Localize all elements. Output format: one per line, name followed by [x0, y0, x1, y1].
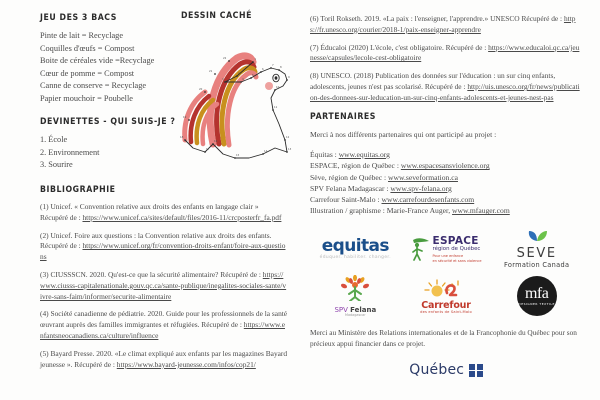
- list-item: [310, 172, 582, 183]
- reference-text: (4) Société canadienne de pédiatrie. 2020. Guide pour les professionnels de la santé œuvrant auprès des familles immigrantes et réfugiées. Récupéré de :: [40, 309, 288, 330]
- espace-figure-icon: [410, 236, 430, 262]
- svg-text:5: 5: [252, 74, 254, 77]
- quebec-wordmark: Québec: [409, 362, 465, 379]
- reference-text: (3) CIUSSSCN. 2020. Qu'est-ce que la sécurité alimentaire? Récupéré de :: [40, 270, 263, 280]
- list-item: [310, 160, 582, 171]
- section-heading-bibliography: BIBLIOGRAPHIE: [40, 184, 116, 195]
- svg-text:3: 3: [222, 78, 224, 81]
- quebec-flag-icon: [469, 364, 483, 378]
- svg-text:10: 10: [276, 86, 280, 89]
- reference-link[interactable]: https://www.unicef.org/fr/convention-droits-enfant/foire-aux-questions: [40, 241, 286, 262]
- felana-name: Felana: [350, 305, 377, 314]
- partner-name: Sève, région de Québec :: [310, 172, 389, 182]
- list-item: Papier mouchoir = Poubelle: [40, 93, 133, 103]
- logo-equitas[interactable]: [310, 227, 400, 271]
- svg-text:7: 7: [272, 64, 274, 67]
- list-item: 2. Environnement: [40, 147, 100, 157]
- logo-carrefour[interactable]: [401, 274, 491, 318]
- svg-text:18: 18: [180, 136, 184, 139]
- bibliography-entry: [40, 270, 288, 302]
- partner-name: Carrefour Saint-Malo :: [310, 194, 382, 204]
- espace-tagline-line2: en sécurité et sans violence: [432, 258, 482, 263]
- logo-mfa[interactable]: [492, 274, 582, 318]
- svg-text:13: 13: [288, 148, 292, 151]
- reference-text: (6) Toril Rokseth. 2019. «La paix : l'enseigner, l'apprendre.» UNESCO Récupéré de :: [310, 14, 564, 23]
- reference-link[interactable]: https://www.unicef.ca/sites/default/files/2016-11/crcposterfr_fa.pdf: [82, 212, 282, 222]
- espace-subtitle: région de Québec: [432, 245, 481, 252]
- bibliography-entry: [310, 43, 582, 65]
- equitas-wordmark: equitas: [321, 236, 389, 257]
- reference-link[interactable]: https://www.ciusss-capitalenationale.gouv.qc.ca/sante-publique/inegalites-sociales-sante/vivre-sans-faim/informer/securite-alimentaire: [40, 270, 287, 301]
- bibliography-entry: [40, 309, 288, 341]
- partner-link[interactable]: www.seveformation.ca: [388, 172, 458, 182]
- partner-link[interactable]: www.equitas.org: [338, 150, 390, 160]
- spv-felana-subtitle: Madagascar: [345, 313, 366, 318]
- dove-upper-wing: [210, 56, 256, 145]
- list-item: Boite de céréales vide =Recyclage: [40, 56, 155, 66]
- section-heading-hidden-drawing: DESSIN CACHÉ: [181, 11, 252, 21]
- dove-connect-the-dots-illustration: [175, 28, 303, 162]
- list-item: Coquilles d'œufs = Compost: [40, 43, 135, 53]
- list-item: Pinte de lait = Recyclage: [40, 31, 124, 41]
- mfa-wordmark: mfa: [524, 285, 549, 303]
- equitas-tagline: éduquer. habiliter. changer.: [319, 255, 392, 261]
- list-item: [310, 149, 582, 160]
- svg-text:1: 1: [254, 58, 257, 61]
- partner-name: ESPACE, région de Québec :: [310, 161, 401, 171]
- espace-wordmark: ESPACE: [432, 234, 479, 247]
- svg-text:8: 8: [280, 66, 282, 69]
- logo-spv-felana[interactable]: [310, 274, 400, 318]
- partner-link[interactable]: www.spv-felana.org: [390, 183, 452, 193]
- svg-text:2: 2: [238, 72, 240, 75]
- partner-link[interactable]: www.mfauger.com: [452, 206, 510, 216]
- svg-text:19: 19: [183, 116, 187, 119]
- carrefour-subtitle: des enfants de Saint-Malo: [420, 309, 472, 314]
- svg-text:6: 6: [262, 68, 264, 71]
- reference-text: (7) Éducaloi (2020) L'école, c'est obligatoire. Récupéré de :: [310, 42, 489, 52]
- spv-felana-flower-icon: [340, 275, 370, 301]
- list-item: [310, 183, 582, 194]
- svg-text:15: 15: [236, 154, 240, 157]
- svg-text:12: 12: [286, 136, 290, 139]
- list-item: [310, 194, 582, 205]
- spv-prefix: SPV: [334, 305, 351, 314]
- logo-espace[interactable]: [401, 227, 491, 271]
- quebec-government-logo: [310, 362, 582, 378]
- seve-subtitle: Formation Canada: [504, 261, 570, 270]
- reference-link[interactable]: https://fr.unesco.org/courier/2018-1/paix-enseigner-apprendre: [310, 14, 576, 34]
- svg-text:4: 4: [242, 78, 244, 81]
- seve-leaf-icon: [526, 229, 548, 242]
- svg-text:14: 14: [264, 150, 268, 153]
- carrefour-sun-icon: [423, 279, 469, 301]
- partner-link[interactable]: www.carrefourdesenfants.com: [381, 194, 475, 204]
- svg-text:21: 21: [209, 70, 213, 73]
- svg-text:22: 22: [223, 57, 227, 60]
- partner-name: SPV Felana Madagascar :: [310, 183, 391, 193]
- reference-link[interactable]: https://www.enfantsneocanadiens.ca/culture/influence: [40, 320, 285, 341]
- list-item: [310, 205, 582, 216]
- dove-body-outline: [185, 62, 287, 158]
- svg-text:20: 20: [199, 88, 203, 91]
- partners-intro-text: Merci à nos différents partenaires qui ont participé au projet :: [310, 130, 497, 140]
- svg-text:9: 9: [288, 76, 290, 79]
- svg-text:11: 11: [274, 106, 278, 109]
- bibliography-entry: [40, 349, 288, 371]
- list-item: Cœur de pomme = Compost: [40, 68, 135, 78]
- section-heading-riddles: DEVINETTES - QUI SUIS-JE ?: [40, 116, 176, 127]
- partner-name: Illustration / graphisme : Marie-France Auger,: [310, 206, 453, 216]
- svg-text:17: 17: [206, 148, 210, 151]
- bibliography-entry: [40, 231, 288, 263]
- carrefour-wordmark: Carrefour: [421, 299, 471, 311]
- mfa-subtitle: DESIGNER TEXTILE: [518, 302, 555, 307]
- list-item: 3. Sourire: [40, 160, 73, 170]
- reference-text: (2) Unicef. Foire aux questions : la Convention relative aux droits des enfants. Récupéré de :: [40, 230, 272, 251]
- partner-link-list: [310, 149, 582, 216]
- section-heading-game: JEU DES 3 BACS: [40, 13, 117, 23]
- partner-logo-grid: [310, 226, 582, 320]
- bibliography-entry: [310, 14, 582, 36]
- funding-acknowledgement: Merci au Ministère des Relations internationales et de la Francophonie du Québec pour son précieux appui financier dans ce projet.: [310, 328, 577, 349]
- espace-tagline-line1: Pour une enfance: [432, 254, 464, 259]
- bibliography-entry: [310, 71, 582, 103]
- reference-link[interactable]: https://www.bayard-jeunesse.com/infos/cop21/: [116, 359, 256, 369]
- svg-text:16: 16: [214, 140, 218, 143]
- bibliography-entry: [40, 202, 288, 224]
- list-item: Canne de conserve = Recyclage: [40, 81, 147, 91]
- reference-text: (1) Unicef. « Convention relative aux droits des enfants en langage clair » Récupéré de :: [40, 201, 259, 222]
- logo-seve[interactable]: [492, 227, 582, 271]
- section-heading-partners: PARTENAIRES: [310, 111, 376, 122]
- right-column: [300, 0, 600, 400]
- hidden-drawing-block: [175, 12, 303, 162]
- reference-link[interactable]: https://www.educaloi.qc.ca/jeunesse/capsules/lecole-cest-obligatoire: [310, 42, 580, 63]
- list-item: 1. École: [40, 135, 68, 145]
- reference-link[interactable]: http://uis.unesco.org/fr/news/publication-des-donnees-sur-leducation-un-sur-cinq-enfants-adolescents-et-jeunes-nest-pas: [310, 82, 580, 102]
- reference-text: (5) Bayard Presse. 2020. «Le climat expliqué aux enfants par les magazines Bayard jeunesse ». Récupéré de :: [40, 348, 288, 369]
- reference-text: (8) UNESCO. (2018) Publication des données sur l'éducation : un sur cinq enfants, adolescents, jeunes n'est pas scolarisé. Récupéré de :: [310, 71, 556, 92]
- seve-wordmark: SEVE: [516, 246, 557, 262]
- partner-link[interactable]: www.espacesansviolence.org: [400, 161, 490, 171]
- partner-name: Équitas :: [310, 150, 339, 160]
